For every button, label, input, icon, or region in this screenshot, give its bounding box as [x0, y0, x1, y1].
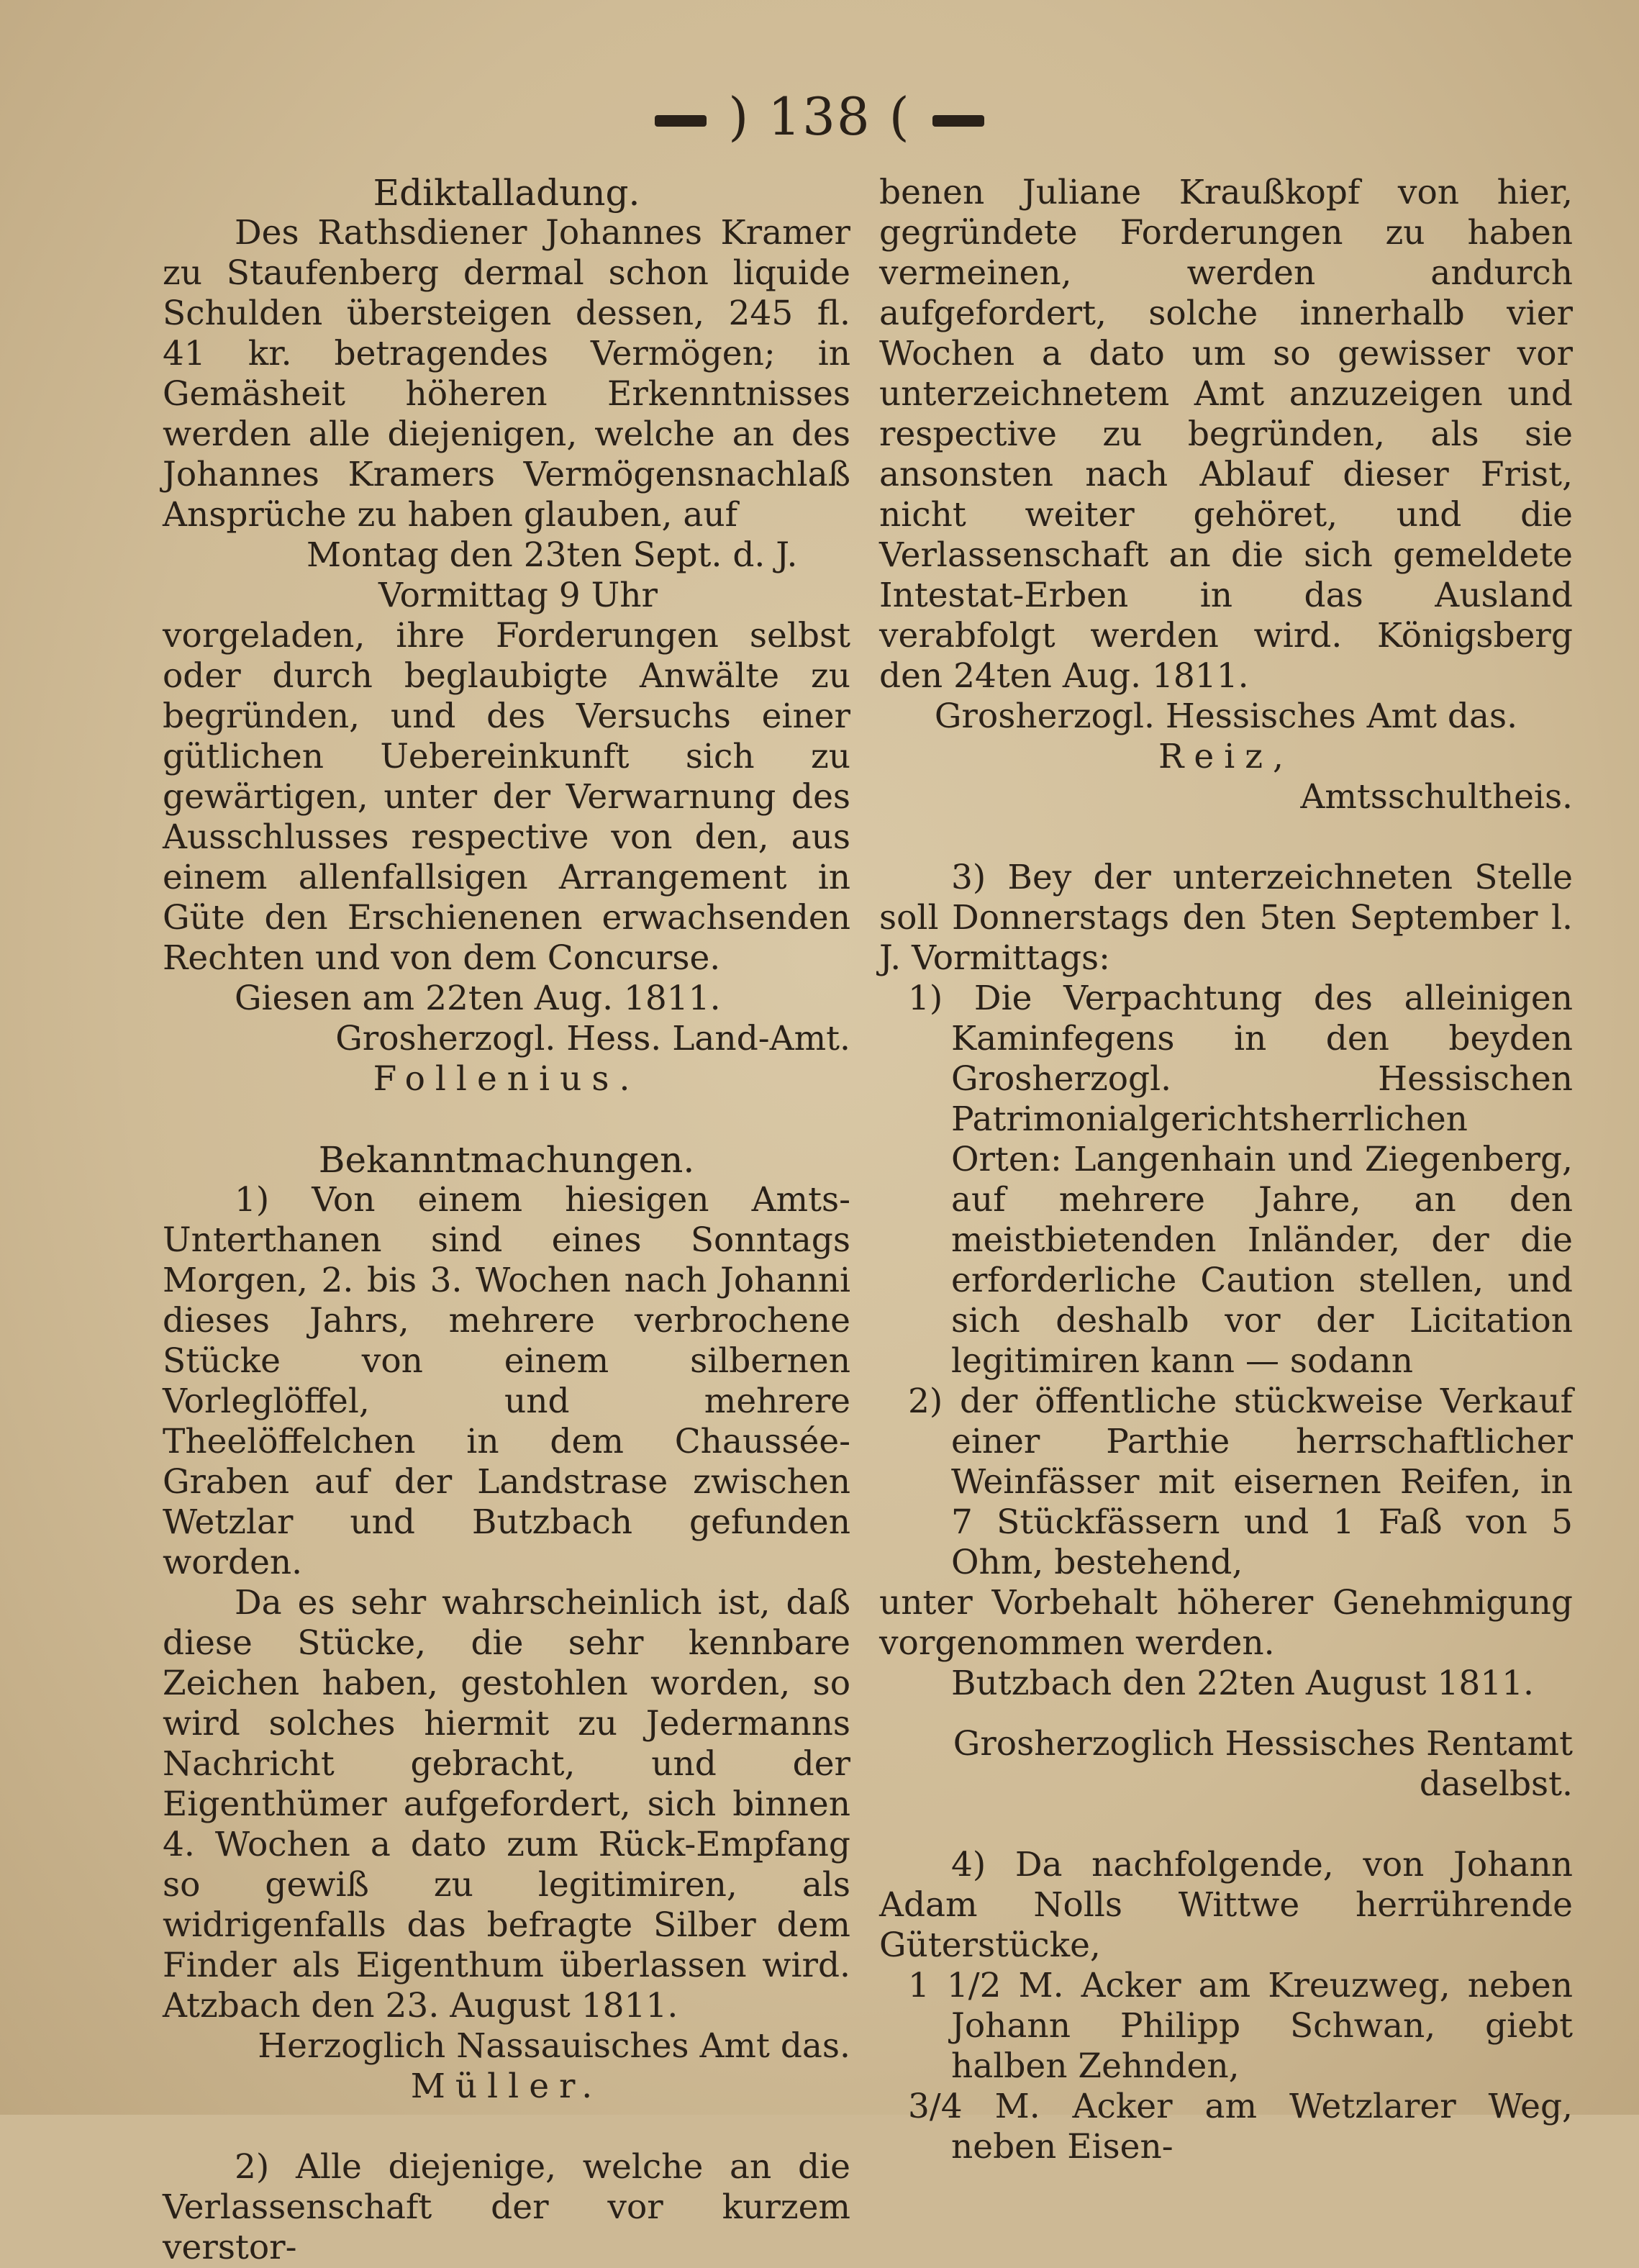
- edict-signature: Follenius.: [373, 1059, 640, 1099]
- right-column: [879, 173, 1573, 2167]
- announcements-title: Bekanntmachungen.: [318, 1139, 695, 1181]
- spacer: [879, 1704, 1573, 1724]
- header-rule-left: [655, 115, 707, 127]
- announcement-1-paragraph-1: 1) Von einem hiesigen Amts-Unterthanen sind eines Sonntags Morgen, 2. bis 3. Wochen nach Johanni dieses Jahrs, mehrere verbrochene Stücke von einem silbernen Vorleglöffel, und mehrere Theelöffelchen in dem Chaussée-Graben auf der Landstrase zwischen Wetzlar und Butzbach gefunden worden.: [163, 1180, 850, 1582]
- announcement-4-intro: 4) Da nachfolgende, von Johann Adam Nolls Wittwe herrührende Güterstücke,: [879, 1845, 1573, 1965]
- spacer: [163, 2107, 850, 2147]
- announcement-2-signature: Reiz,: [1158, 737, 1294, 776]
- edict-authority: Grosherzogl. Hess. Land-Amt.: [335, 1019, 850, 1058]
- left-column: [163, 173, 850, 2268]
- edict-date-1: Montag den 23ten Sept. d. J.: [307, 535, 798, 575]
- spacer: [879, 817, 1573, 858]
- announcement-3-place-date: Butzbach den 22ten August 1811.: [951, 1664, 1534, 1703]
- edict-body-1: Des Rathsdiener Johannes Kramer zu Staufenberg dermal schon liquide Schulden übersteigen dessen, 245 fl. 41 kr. betragendes Vermögen; in Gemäsheit höheren Erkenntnisses werden alle diejenigen, welche an des Johannes Kramers Vermögensnachlaß Ansprüche zu haben glauben, auf: [163, 213, 850, 535]
- edict-date-2: Vormittag 9 Uhr: [378, 576, 658, 615]
- announcement-1-authority: Herzoglich Nassauisches Amt das.: [258, 2026, 850, 2066]
- header-rule-right: [932, 115, 984, 127]
- announcement-2-continued: benen Juliane Kraußkopf von hier, gegründete Forderungen zu haben vermeinen, werden andurch aufgefordert, solche innerhalb vier Wochen a dato um so gewisser vor unterzeichnetem Amt anzuzeigen und respective zu begründen, als sie ansonsten nach Ablauf dieser Frist, nicht weiter gehöret, und die Verlassenschaft an die sich gemeldete Intestat-Erben in das Ausland verabfolgt werden wird. Königsberg den 24ten Aug. 1811.: [879, 173, 1573, 696]
- page-number: ) 138 (: [728, 86, 911, 147]
- announcement-1-signature: Müller.: [410, 2067, 603, 2106]
- announcement-4-entry-1: 1 1/2 M. Acker am Kreuzweg, neben Johann Philipp Schwan, giebt halben Zehnden,: [908, 1966, 1573, 2086]
- announcement-2-start: 2) Alle diejenige, welche an die Verlassenschaft der vor kurzem verstor-: [163, 2147, 850, 2267]
- announcement-3-authority: Grosherzoglich Hessisches Rentamt daselbst.: [953, 1724, 1573, 1804]
- announcement-4-entry-2: 3/4 M. Acker am Wetzlarer Weg, neben Eisen-: [908, 2087, 1573, 2167]
- announcement-3-close: unter Vorbehalt höherer Genehmigung vorgenommen werden.: [879, 1583, 1573, 1663]
- announcement-2-official-title: Amtsschultheis.: [1300, 777, 1573, 817]
- announcement-1-paragraph-2: Da es sehr wahrscheinlich ist, daß diese Stücke, die sehr kennbare Zeichen haben, gestohlen worden, so wird solches hiermit zu Jedermanns Nachricht gebracht, und der Eigenthümer aufgefordert, sich binnen 4. Wochen a dato zum Rück-Empfang so gewiß zu legitimiren, als widrigenfalls das befragte Silber dem Finder als Eigenthum überlassen wird. Atzbach den 23. August 1811.: [163, 1583, 850, 2026]
- edict-place-date: Giesen am 22ten Aug. 1811.: [235, 979, 721, 1018]
- announcement-2-authority: Grosherzogl. Hessisches Amt das.: [934, 697, 1518, 736]
- edict-title: Ediktalladung.: [373, 172, 640, 214]
- announcement-3-item-1: 1) Die Verpachtung des alleinigen Kaminfegens in den beyden Grosherzogl. Hessischen Patrimonialgerichtsherrlichen Orten: Langenhain und Ziegenberg, auf mehrere Jahre, an den meistbietenden Inländer, der die erforderliche Caution stellen, und sich deshalb vor der Licitation legitimiren kann — sodann: [908, 979, 1573, 1381]
- spacer: [879, 1805, 1573, 1845]
- page-header: [0, 86, 1639, 147]
- announcement-3-intro: 3) Bey der unterzeichneten Stelle soll Donnerstags den 5ten September l. J. Vormittags:: [879, 858, 1573, 978]
- edict-body-2: vorgeladen, ihre Forderungen selbst oder durch beglaubigte Anwälte zu begründen, und des Versuchs einer gütlichen Uebereinkunft sich zu gewärtigen, unter der Verwarnung des Ausschlusses respective von den, aus einem allenfallsigen Arrangement in Güte den Erschienenen erwachsenden Rechten und von dem Concurse.: [163, 616, 850, 978]
- spacer: [163, 1099, 850, 1140]
- announcement-3-item-2: 2) der öffentliche stückweise Verkauf einer Parthie herrschaftlicher Weinfässer mit eisernen Reifen, in 7 Stückfässern und 1 Faß von 5 Ohm, bestehend,: [908, 1382, 1573, 1582]
